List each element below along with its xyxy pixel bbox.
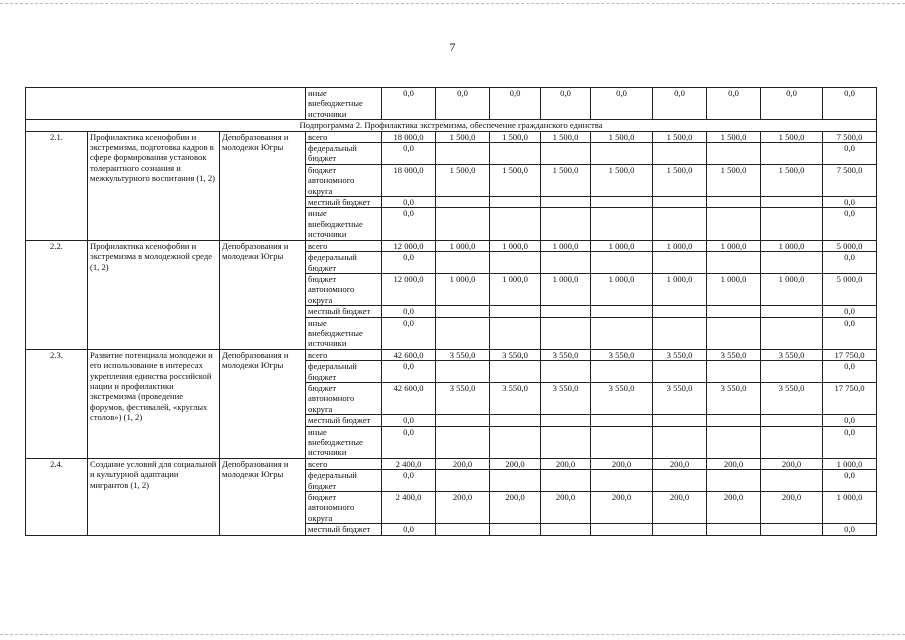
value-cell	[591, 143, 653, 165]
value-cell: 3 550,0	[436, 382, 490, 414]
value-cell	[591, 426, 653, 458]
value-cell: 3 550,0	[761, 382, 823, 414]
value-cell: 1 500,0	[707, 131, 761, 142]
value-cell: 12 000,0	[382, 273, 436, 305]
value-cell: 0,0	[382, 361, 436, 383]
value-cell: 17 750,0	[823, 382, 877, 414]
value-cell	[490, 306, 541, 317]
activity-number: 2.3.	[26, 349, 88, 458]
value-cell: 200,0	[591, 492, 653, 524]
activity-executor: Депобразования и молодежи Югры	[220, 349, 306, 458]
value-cell	[707, 524, 761, 535]
value-cell	[490, 470, 541, 492]
value-cell: 18 000,0	[382, 164, 436, 196]
value-cell: 1 000,0	[490, 240, 541, 251]
value-cell: 0,0	[382, 306, 436, 317]
value-cell: 1 000,0	[591, 240, 653, 251]
value-cell	[653, 415, 707, 426]
value-cell	[591, 415, 653, 426]
activity-name: Развитие потенциала молодежи и его использование в интересах укрепления единства российской нации и профилактики экстремизма (проведение форумов, фестивалей, «круглых столов») (1, 2)	[88, 349, 220, 458]
value-cell	[541, 415, 591, 426]
value-cell: 0,0	[382, 524, 436, 535]
value-cell: 0,0	[823, 426, 877, 458]
value-cell: 0,0	[823, 306, 877, 317]
value-cell: 3 550,0	[653, 382, 707, 414]
value-cell: 1 500,0	[591, 164, 653, 196]
scan-edge-top	[0, 3, 905, 5]
value-cell	[653, 143, 707, 165]
value-cell: 1 000,0	[541, 240, 591, 251]
value-cell	[436, 361, 490, 383]
value-cell	[761, 252, 823, 274]
value-cell: 2 400,0	[382, 492, 436, 524]
value-cell	[436, 143, 490, 165]
value-cell: 0,0	[823, 143, 877, 165]
value-cell: 12 000,0	[382, 240, 436, 251]
value-cell: 3 550,0	[541, 382, 591, 414]
value-cell	[591, 306, 653, 317]
value-cell	[761, 306, 823, 317]
value-cell: 0,0	[382, 252, 436, 274]
value-cell	[541, 306, 591, 317]
value-cell: 1 000,0	[653, 273, 707, 305]
value-cell	[707, 252, 761, 274]
value-cell: 3 550,0	[591, 382, 653, 414]
value-cell: 1 500,0	[436, 164, 490, 196]
value-cell	[541, 361, 591, 383]
activity-name: Создание условий для социальной и культурной адаптации мигрантов (1, 2)	[88, 458, 220, 535]
value-cell	[653, 470, 707, 492]
value-cell	[436, 197, 490, 208]
source-label: иные внебюджетные источники	[306, 208, 382, 240]
value-cell: 1 000,0	[823, 458, 877, 469]
value-cell: 200,0	[653, 492, 707, 524]
value-cell	[761, 197, 823, 208]
value-cell	[436, 306, 490, 317]
value-cell: 200,0	[761, 492, 823, 524]
value-cell: 0,0	[823, 317, 877, 349]
value-cell: 1 500,0	[490, 164, 541, 196]
value-cell: 200,0	[541, 492, 591, 524]
value-cell	[436, 426, 490, 458]
value-cell: 200,0	[707, 458, 761, 469]
source-label: местный бюджет	[306, 197, 382, 208]
value-cell	[761, 426, 823, 458]
value-cell: 1 500,0	[591, 131, 653, 142]
value-cell: 0,0	[707, 88, 761, 120]
value-cell: 1 000,0	[707, 273, 761, 305]
value-cell: 0,0	[382, 317, 436, 349]
value-cell: 3 550,0	[436, 349, 490, 360]
value-cell: 1 000,0	[761, 273, 823, 305]
value-cell	[591, 197, 653, 208]
value-cell	[707, 317, 761, 349]
source-label: федеральный бюджет	[306, 143, 382, 165]
value-cell	[761, 361, 823, 383]
value-cell: 0,0	[436, 88, 490, 120]
value-cell	[653, 306, 707, 317]
activity-number: 2.1.	[26, 131, 88, 240]
value-cell	[761, 524, 823, 535]
value-cell: 0,0	[382, 88, 436, 120]
value-cell	[490, 426, 541, 458]
value-cell: 1 500,0	[541, 164, 591, 196]
source-label: бюджет автономного округа	[306, 164, 382, 196]
value-cell: 0,0	[541, 88, 591, 120]
activity-executor: Депобразования и молодежи Югры	[220, 131, 306, 240]
value-cell: 3 550,0	[541, 349, 591, 360]
value-cell: 1 500,0	[490, 131, 541, 142]
value-cell	[761, 415, 823, 426]
value-cell: 5 000,0	[823, 273, 877, 305]
source-label: иные внебюджетные источники	[306, 317, 382, 349]
continued-empty-cell	[26, 88, 306, 120]
table-row	[26, 88, 877, 120]
value-cell: 1 000,0	[707, 240, 761, 251]
value-cell	[541, 426, 591, 458]
value-cell: 0,0	[823, 415, 877, 426]
table-row	[26, 131, 877, 142]
activity-number: 2.2.	[26, 240, 88, 349]
value-cell	[707, 361, 761, 383]
value-cell: 0,0	[382, 197, 436, 208]
value-cell: 0,0	[823, 524, 877, 535]
value-cell	[591, 470, 653, 492]
value-cell: 42 600,0	[382, 382, 436, 414]
source-label: всего	[306, 131, 382, 142]
activity-executor: Депобразования и молодежи Югры	[220, 458, 306, 535]
page-number: 7	[449, 40, 456, 54]
value-cell: 1 500,0	[541, 131, 591, 142]
value-cell: 3 550,0	[761, 349, 823, 360]
value-cell: 0,0	[653, 88, 707, 120]
value-cell: 1 500,0	[653, 131, 707, 142]
value-cell	[653, 208, 707, 240]
value-cell	[761, 208, 823, 240]
source-label: бюджет автономного округа	[306, 492, 382, 524]
source-label: всего	[306, 240, 382, 251]
value-cell: 1 500,0	[707, 164, 761, 196]
value-cell	[541, 470, 591, 492]
value-cell	[490, 415, 541, 426]
value-cell	[707, 470, 761, 492]
value-cell	[490, 208, 541, 240]
source-label: местный бюджет	[306, 306, 382, 317]
source-label: иные внебюджетные источники	[306, 88, 382, 120]
value-cell: 0,0	[382, 143, 436, 165]
value-cell	[761, 470, 823, 492]
value-cell: 3 550,0	[707, 382, 761, 414]
value-cell: 1 000,0	[823, 492, 877, 524]
scan-edge-bottom	[0, 634, 905, 636]
value-cell: 1 000,0	[436, 240, 490, 251]
value-cell	[436, 208, 490, 240]
value-cell	[591, 208, 653, 240]
value-cell: 0,0	[382, 470, 436, 492]
value-cell: 200,0	[436, 492, 490, 524]
value-cell	[541, 317, 591, 349]
value-cell: 200,0	[436, 458, 490, 469]
value-cell: 1 000,0	[541, 273, 591, 305]
source-label: федеральный бюджет	[306, 361, 382, 383]
value-cell	[653, 317, 707, 349]
value-cell	[541, 143, 591, 165]
value-cell	[591, 317, 653, 349]
value-cell	[436, 524, 490, 535]
source-label: бюджет автономного округа	[306, 382, 382, 414]
value-cell: 200,0	[591, 458, 653, 469]
value-cell: 0,0	[823, 208, 877, 240]
value-cell	[541, 524, 591, 535]
value-cell: 0,0	[823, 88, 877, 120]
value-cell: 1 000,0	[490, 273, 541, 305]
source-label: федеральный бюджет	[306, 252, 382, 274]
source-label: всего	[306, 349, 382, 360]
value-cell: 3 550,0	[490, 349, 541, 360]
value-cell: 0,0	[823, 252, 877, 274]
value-cell	[591, 361, 653, 383]
table-row	[26, 240, 877, 251]
value-cell: 2 400,0	[382, 458, 436, 469]
value-cell: 17 750,0	[823, 349, 877, 360]
value-cell	[490, 524, 541, 535]
source-label: местный бюджет	[306, 524, 382, 535]
value-cell	[436, 470, 490, 492]
table-row	[26, 349, 877, 360]
value-cell	[707, 306, 761, 317]
value-cell	[490, 317, 541, 349]
value-cell: 1 000,0	[591, 273, 653, 305]
value-cell	[436, 415, 490, 426]
value-cell: 1 500,0	[436, 131, 490, 142]
value-cell	[653, 426, 707, 458]
value-cell	[490, 197, 541, 208]
value-cell	[591, 524, 653, 535]
value-cell	[653, 197, 707, 208]
value-cell	[541, 252, 591, 274]
value-cell	[490, 361, 541, 383]
value-cell	[707, 426, 761, 458]
value-cell	[761, 317, 823, 349]
table-row	[26, 120, 877, 131]
source-label: федеральный бюджет	[306, 470, 382, 492]
value-cell: 7 500,0	[823, 131, 877, 142]
value-cell: 3 550,0	[591, 349, 653, 360]
funding-table	[25, 87, 877, 536]
activity-number: 2.4.	[26, 458, 88, 535]
value-cell	[707, 415, 761, 426]
value-cell: 3 550,0	[653, 349, 707, 360]
value-cell	[707, 143, 761, 165]
value-cell: 1 000,0	[436, 273, 490, 305]
activity-name: Профилактика ксенофобии и экстремизма, подготовка кадров в сфере формирования установок толерантного сознания и межкультурного воспитания (1, 2)	[88, 131, 220, 240]
value-cell: 0,0	[382, 208, 436, 240]
value-cell: 5 000,0	[823, 240, 877, 251]
value-cell: 42 600,0	[382, 349, 436, 360]
value-cell: 200,0	[490, 492, 541, 524]
value-cell: 0,0	[591, 88, 653, 120]
table-row	[26, 458, 877, 469]
source-label: бюджет автономного округа	[306, 273, 382, 305]
value-cell: 0,0	[490, 88, 541, 120]
activity-name: Профилактика ксенофобии и экстремизма в молодежной среде (1, 2)	[88, 240, 220, 349]
value-cell: 1 500,0	[761, 131, 823, 142]
value-cell: 18 000,0	[382, 131, 436, 142]
value-cell: 0,0	[761, 88, 823, 120]
source-label: всего	[306, 458, 382, 469]
value-cell: 1 500,0	[653, 164, 707, 196]
value-cell: 200,0	[541, 458, 591, 469]
value-cell	[761, 143, 823, 165]
value-cell	[591, 252, 653, 274]
value-cell	[541, 208, 591, 240]
value-cell: 1 000,0	[761, 240, 823, 251]
value-cell	[653, 361, 707, 383]
table-body	[26, 88, 877, 536]
value-cell: 0,0	[382, 415, 436, 426]
source-label: местный бюджет	[306, 415, 382, 426]
value-cell	[436, 252, 490, 274]
value-cell	[707, 208, 761, 240]
value-cell: 0,0	[823, 470, 877, 492]
value-cell: 1 000,0	[653, 240, 707, 251]
value-cell: 200,0	[761, 458, 823, 469]
value-cell	[653, 524, 707, 535]
value-cell: 200,0	[707, 492, 761, 524]
value-cell	[707, 197, 761, 208]
activity-executor: Депобразования и молодежи Югры	[220, 240, 306, 349]
value-cell	[541, 197, 591, 208]
value-cell	[436, 317, 490, 349]
value-cell: 3 550,0	[707, 349, 761, 360]
value-cell: 0,0	[382, 426, 436, 458]
source-label: иные внебюджетные источники	[306, 426, 382, 458]
subprogram-title: Подпрограмма 2. Профилактика экстремизма, обеспечение гражданского единства	[26, 120, 877, 131]
value-cell: 200,0	[653, 458, 707, 469]
value-cell	[490, 143, 541, 165]
value-cell	[490, 252, 541, 274]
value-cell: 1 500,0	[761, 164, 823, 196]
value-cell: 0,0	[823, 197, 877, 208]
value-cell: 3 550,0	[490, 382, 541, 414]
value-cell	[653, 252, 707, 274]
value-cell: 0,0	[823, 361, 877, 383]
value-cell: 200,0	[490, 458, 541, 469]
value-cell: 7 500,0	[823, 164, 877, 196]
